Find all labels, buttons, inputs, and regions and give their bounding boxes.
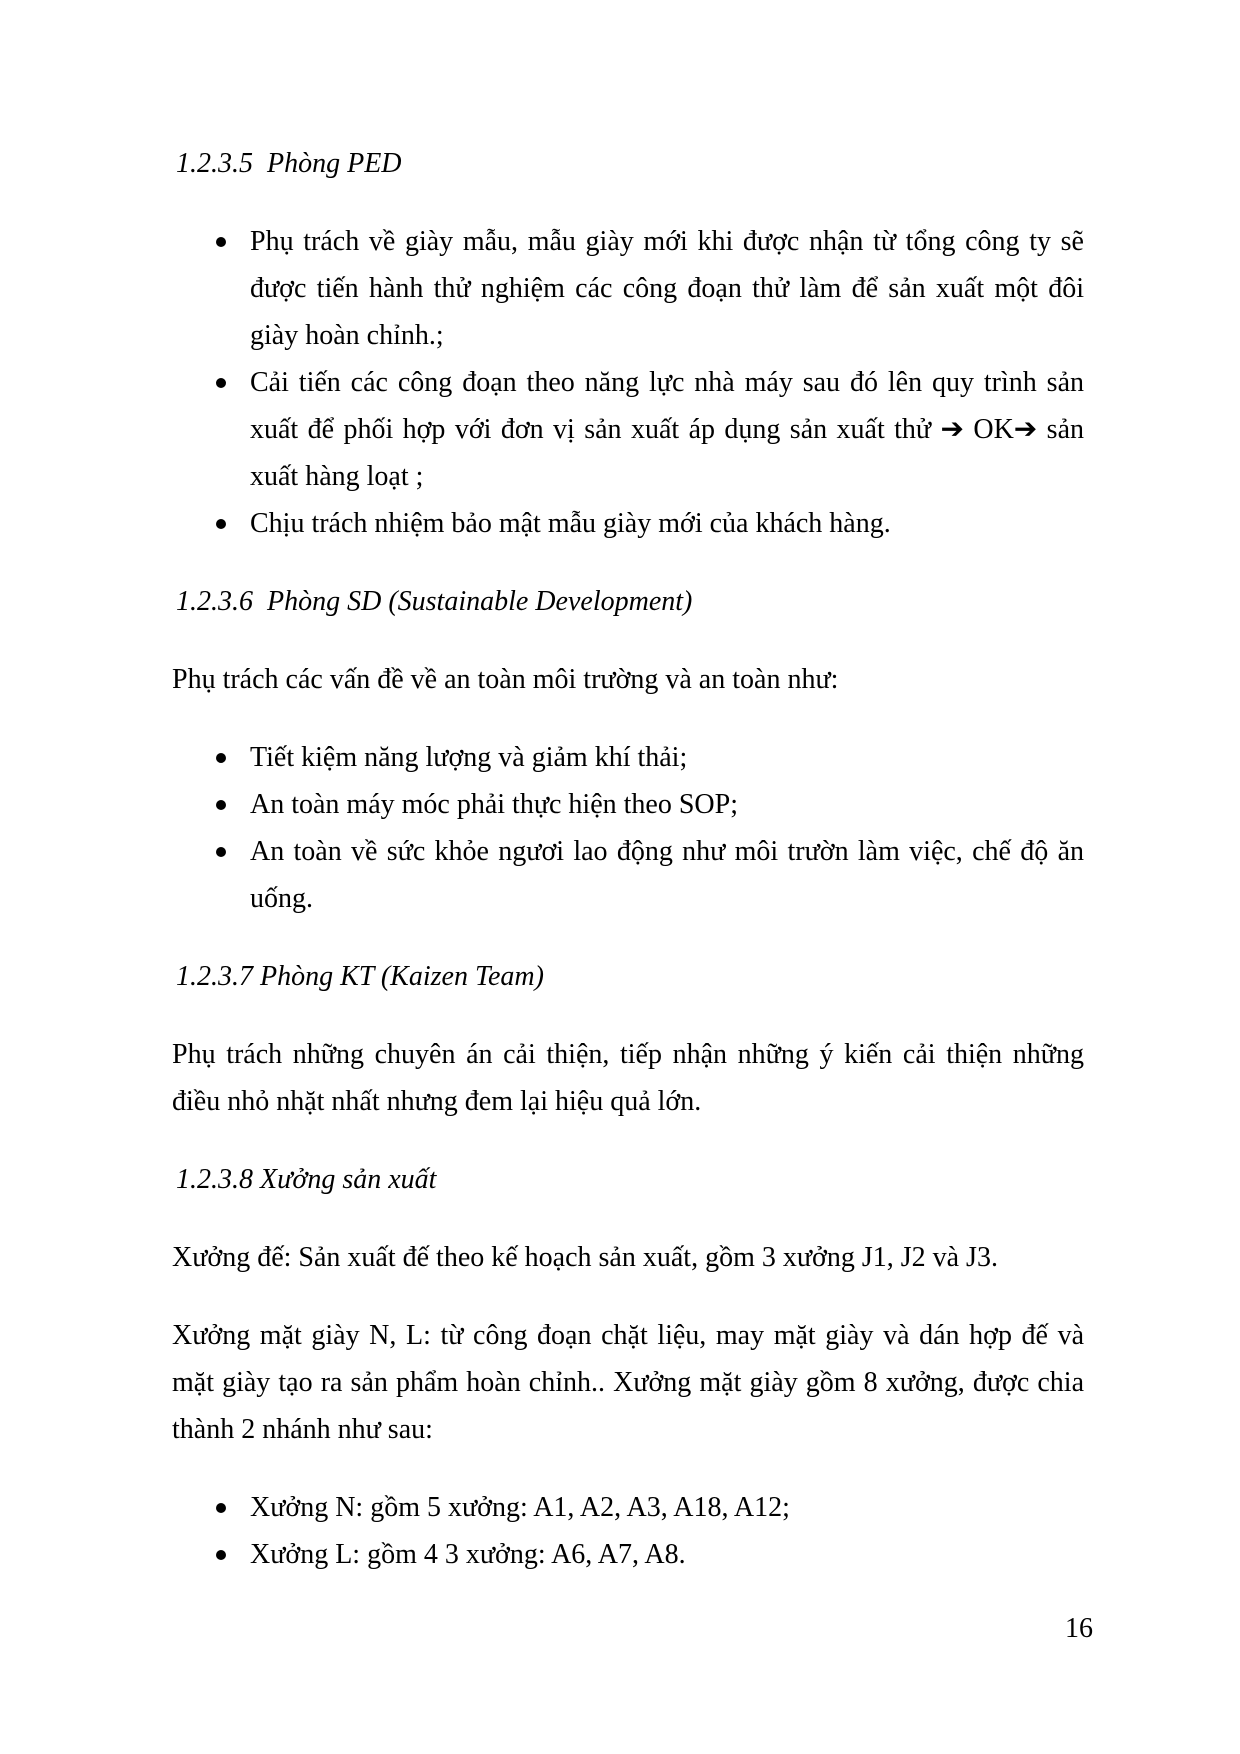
list-item-text: Xưởng N: gồm 5 xưởng: A1, A2, A3, A18, A12; [250,1492,790,1523]
section-heading-xuong: 1.2.3.8 Xưởng sản xuất [176,1164,437,1195]
list-item [172,828,1084,922]
bullet-icon [216,519,226,529]
list-item [172,781,1084,828]
list-item-text: Chịu trách nhiệm bảo mật mẫu giày mới của khách hàng. [250,508,891,539]
xuong-bullet-list [172,1484,1084,1578]
section-heading-ped: 1.2.3.5 Phòng PED [176,148,402,179]
bullet-icon [216,378,226,388]
bullet-icon [216,1503,226,1513]
bullet-icon [216,800,226,810]
bullet-icon [216,237,226,247]
sd-intro-paragraph: Phụ trách các vấn đề về an toàn môi trường và an toàn như: [172,664,839,695]
ped-bullet-list [172,218,1084,547]
section-heading-kt: 1.2.3.7 Phòng KT (Kaizen Team) [176,961,544,992]
list-item [172,218,1084,359]
sd-bullet-list [172,734,1084,922]
section-heading-sd: 1.2.3.6 Phòng SD (Sustainable Development) [176,586,693,617]
list-item-text: Phụ trách về giày mẫu, mẫu giày mới khi được nhận từ tổng công ty sẽ được tiến hành thử nghiệm các công đoạn thử làm để sản xuất một đôi giày hoàn chỉnh.; [250,226,1084,351]
list-item [172,500,1084,547]
xuong-paragraph-2: Xưởng mặt giày N, L: từ công đoạn chặt liệu, may mặt giày và dán hợp đế và mặt giày tạo ra sản phẩm hoàn chỉnh.. Xưởng mặt giày gồm 8 xưởng, được chia thành 2 nhánh như sau: [172,1320,1084,1445]
list-item-text: An toàn máy móc phải thực hiện theo SOP; [250,789,738,820]
list-item-text: An toàn về sức khỏe ngươi lao động như môi trườn làm việc, chế độ ăn uống. [250,836,1084,914]
kt-intro-paragraph: Phụ trách những chuyên án cải thiện, tiếp nhận những ý kiến cải thiện những điều nhỏ nhặt nhất nhưng đem lại hiệu quả lớn. [172,1039,1084,1117]
list-item [172,359,1084,500]
page-content [172,140,1084,1609]
list-item [172,734,1084,781]
bullet-icon [216,753,226,763]
list-item-text: Tiết kiệm năng lượng và giảm khí thải; [250,742,688,773]
list-item [172,1531,1084,1578]
page-number: 16 [1065,1613,1093,1644]
bullet-icon [216,1550,226,1560]
xuong-paragraph-1: Xưởng đế: Sản xuất đế theo kế hoạch sản xuất, gồm 3 xưởng J1, J2 và J3. [172,1242,998,1273]
bullet-icon [216,847,226,857]
list-item-text: Xưởng L: gồm 4 3 xưởng: A6, A7, A8. [250,1539,686,1570]
list-item [172,1484,1084,1531]
list-item-text: Cải tiến các công đoạn theo năng lực nhà máy sau đó lên quy trình sản xuất để phối hợp với đơn vị sản xuất áp dụng sản xuất thử ➔ OK➔ sản xuất hàng loạt ; [250,367,1084,492]
